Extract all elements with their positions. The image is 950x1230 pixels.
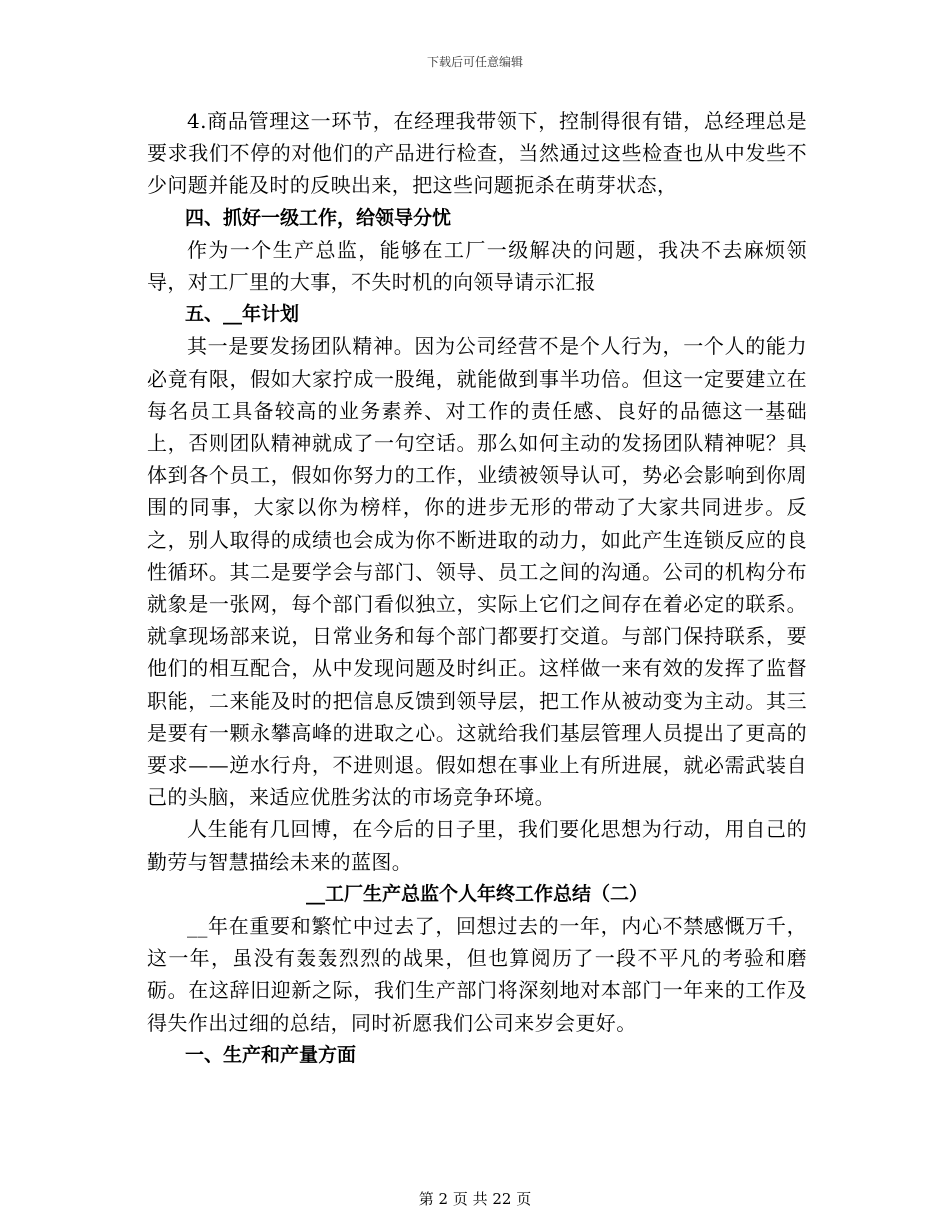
document-body (147, 105, 807, 1071)
page-header: 下载后可任意编辑 (426, 55, 523, 69)
paragraph-closing: 人生能有几回博，在今后的日子里，我们要化思想为行动，用自己的勤劳与智慧描绘未来的蓝图。 (147, 817, 807, 874)
paragraph-intro-2: __年在重要和繁忙中过去了，回想过去的一年，内心不禁感慨万千，这一年，虽没有轰轰烈烈的战果，但也算阅历了一段不平凡的考验和磨砺。在这辞旧迎新之际，我们生产部门将深刻地对本部门一年来的工作及得失作出过细的总结，同时祈愿我们公司来岁会更好。 (147, 914, 807, 1035)
page-footer: 第 2 页 共 22 页 (418, 1190, 532, 1208)
section-heading-5: 五、__年计划 (185, 303, 300, 326)
paragraph-product-management: 4.商品管理这一环节，在经理我带领下，控制得很有错，总经理总是要求我们不停的对他们的产品进行检查，当然通过这些检查也从中发些不少问题并能及时的反映出来，把这些问题扼杀在萌芽状态， (147, 109, 807, 198)
document-title-2: __工厂生产总监个人年终工作总结（二） (305, 882, 648, 905)
section-heading-1: 一、生产和产量方面 (185, 1043, 357, 1066)
section-heading-4: 四、抓好一级工作，给领导分忧 (185, 206, 452, 229)
paragraph-plan: 其一是要发扬团队精神。因为公司经营不是个人行为，一个人的能力必竟有限，假如大家拧成一股绳，就能做到事半功倍。但这一定要建立在每名员工具备较高的业务素养、对工作的责任感、良好的品德这一基础上，否则团队精神就成了一句空话。那么如何主动的发扬团队精神呢？具体到各个员工，假如你努力的工作，业绩被领导认可，势必会影响到你周围的同事，大家以你为榜样，你的进步无形的带动了大家共同进步。反之，别人取得的成绩也会成为你不断进取的动力，如此产生连锁反应的良性循环。其二是要学会与部门、领导、员工之间的沟通。公司的机构分布就象是一张网，每个部门看似独立，实际上它们之间存在着必定的联系。就拿现场部来说，日常业务和每个部门都要打交道。与部门保持联系，要他们的相互配合，从中发现问题及时纠正。这样做一来有效的发挥了监督职能，二来能及时的把信息反馈到领导层，把工作从被动变为主动。其三是要有一颗永攀高峰的进取之心。这就给我们基层管理人员提出了更高的要求——逆水行舟，不进则退。假如想在事业上有所进展，就必需武装自己的头脑，来适应优胜劣汰的市场竞争环境。 (147, 334, 807, 810)
paragraph-production-director: 作为一个生产总监，能够在工厂一级解决的问题，我决不去麻烦领导，对工厂里的大事，不失时机的向领导请示汇报 (147, 237, 807, 295)
